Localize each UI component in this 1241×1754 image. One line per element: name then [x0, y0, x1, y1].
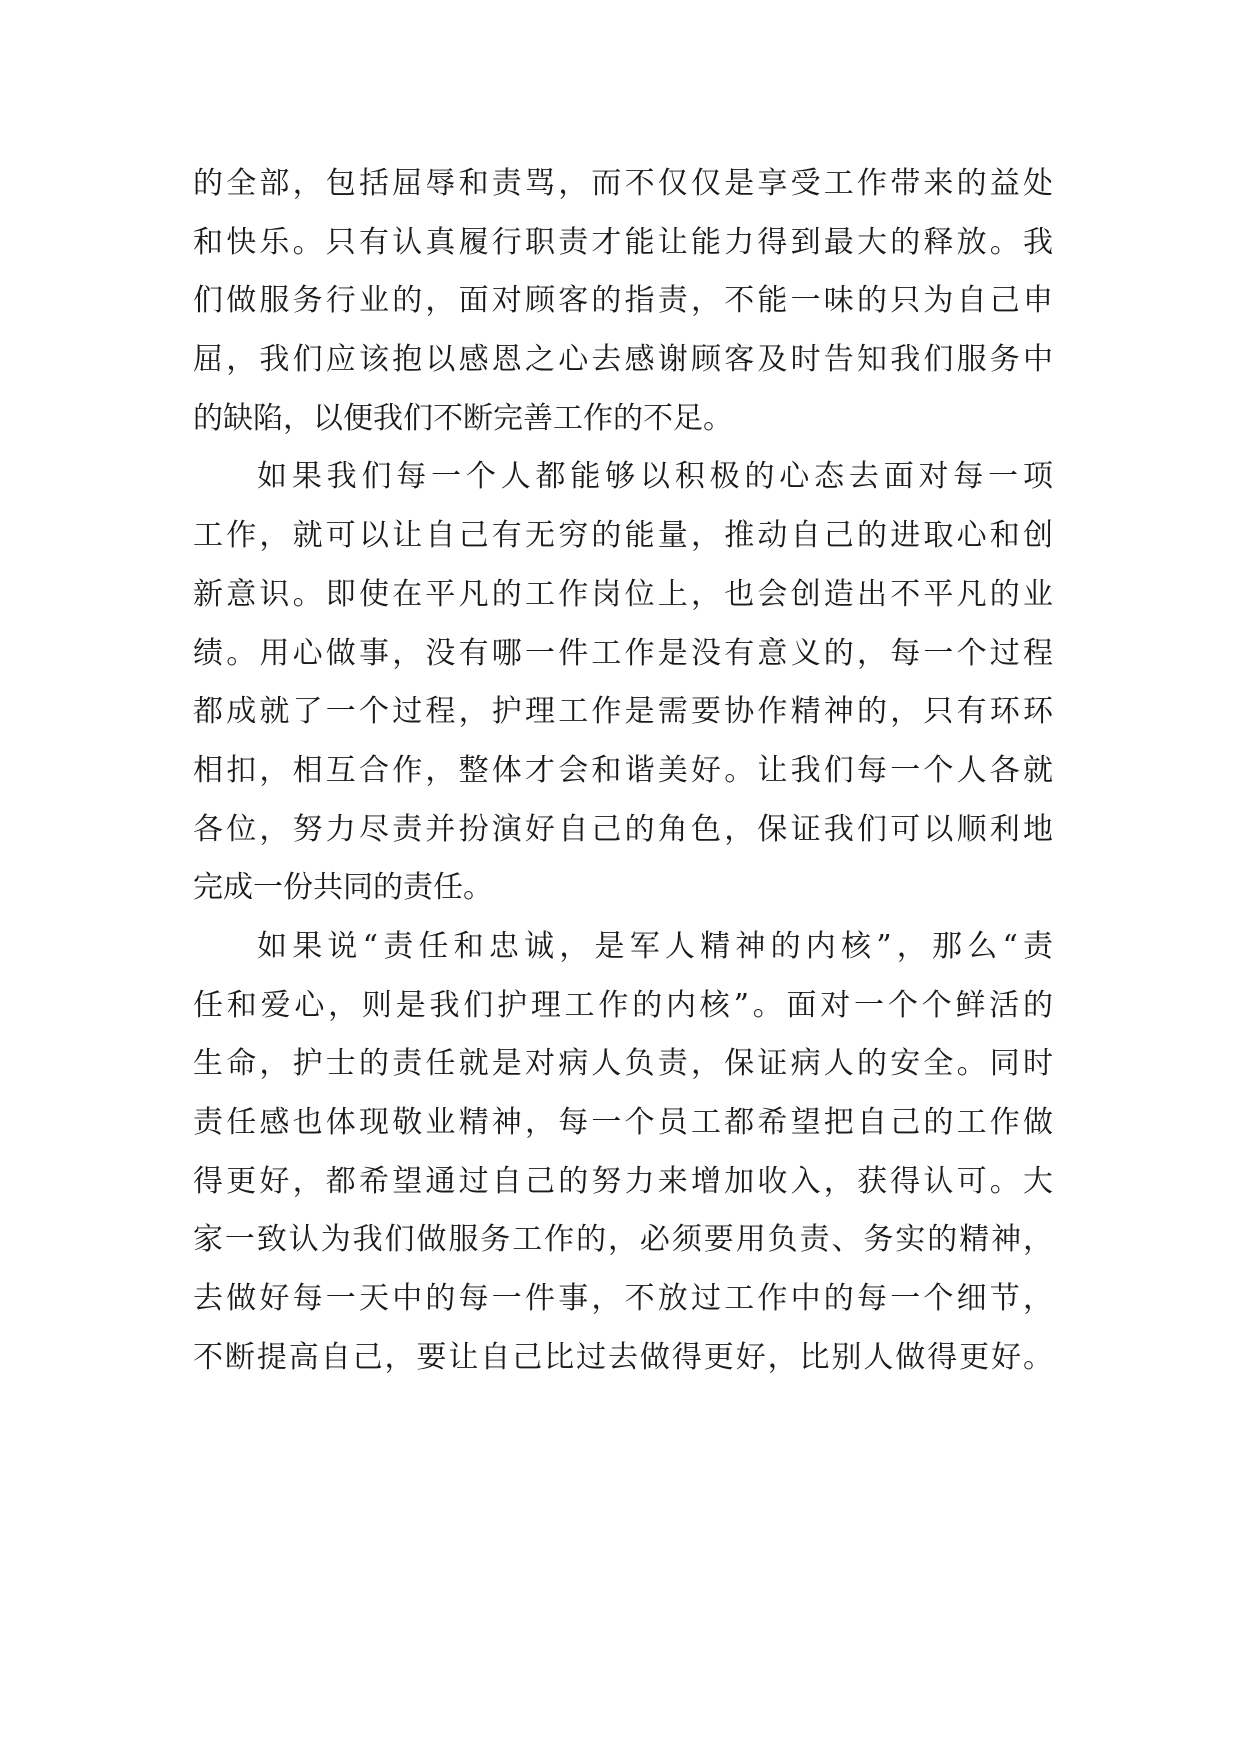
text-line: 都成就了一个过程，护理工作是需要协作精神的，只有环环: [193, 694, 1053, 730]
text-line: 各位，努力尽责并扮演好自己的角色，保证我们可以顺利地: [193, 811, 1053, 847]
text-line: 不断提高自己，要让自己比过去做得更好，比别人做得更好。: [193, 1339, 1053, 1375]
text-line: 责任感也体现敬业精神，每一个员工都希望把自己的工作做: [193, 1105, 1053, 1140]
text-line: 生命，护士的责任就是对病人负责，保证病人的安全。同时: [193, 1046, 1053, 1082]
text-line: 和快乐。只有认真履行职责才能让能力得到最大的释放。我: [193, 224, 1053, 260]
text-line: 得更好，都希望通过自己的努力来增加收入，获得认可。大: [193, 1163, 1053, 1199]
text-line: 完成一份共同的责任。: [193, 870, 493, 906]
text-line: 工作，就可以让自己有无穷的能量，推动自己的进取心和创: [193, 518, 1053, 554]
text-line: 去做好每一天中的每一件事，不放过工作中的每一个细节，: [193, 1281, 1053, 1317]
text-line: 如果说“责任和忠诚，是军人精神的内核”，那么“责: [257, 928, 1053, 964]
text-line: 家一致认为我们做服务工作的，必须要用负责、务实的精神，: [193, 1222, 1053, 1258]
text-line: 相扣，相互合作，整体才会和谐美好。让我们每一个人各就: [193, 752, 1053, 788]
text-line: 任和爱心，则是我们护理工作的内核”。面对一个个鲜活的: [193, 987, 1053, 1023]
text-line: 新意识。即使在平凡的工作岗位上，也会创造出不平凡的业: [193, 576, 1053, 612]
text-line: 屈，我们应该抱以感恩之心去感谢顾客及时告知我们服务中: [193, 342, 1053, 378]
text-line: 如果我们每一个人都能够以积极的心态去面对每一项: [257, 459, 1053, 495]
text-line: 的缺陷，以便我们不断完善工作的不足。: [193, 400, 733, 436]
text-line: 们做服务行业的，面对顾客的指责，不能一味的只为自己申: [193, 283, 1053, 319]
text-line: 绩。用心做事，没有哪一件工作是没有意义的，每一个过程: [193, 635, 1053, 671]
text-line: 的全部，包括屈辱和责骂，而不仅仅是享受工作带来的益处: [193, 166, 1053, 201]
body-text: [193, 155, 1053, 1387]
